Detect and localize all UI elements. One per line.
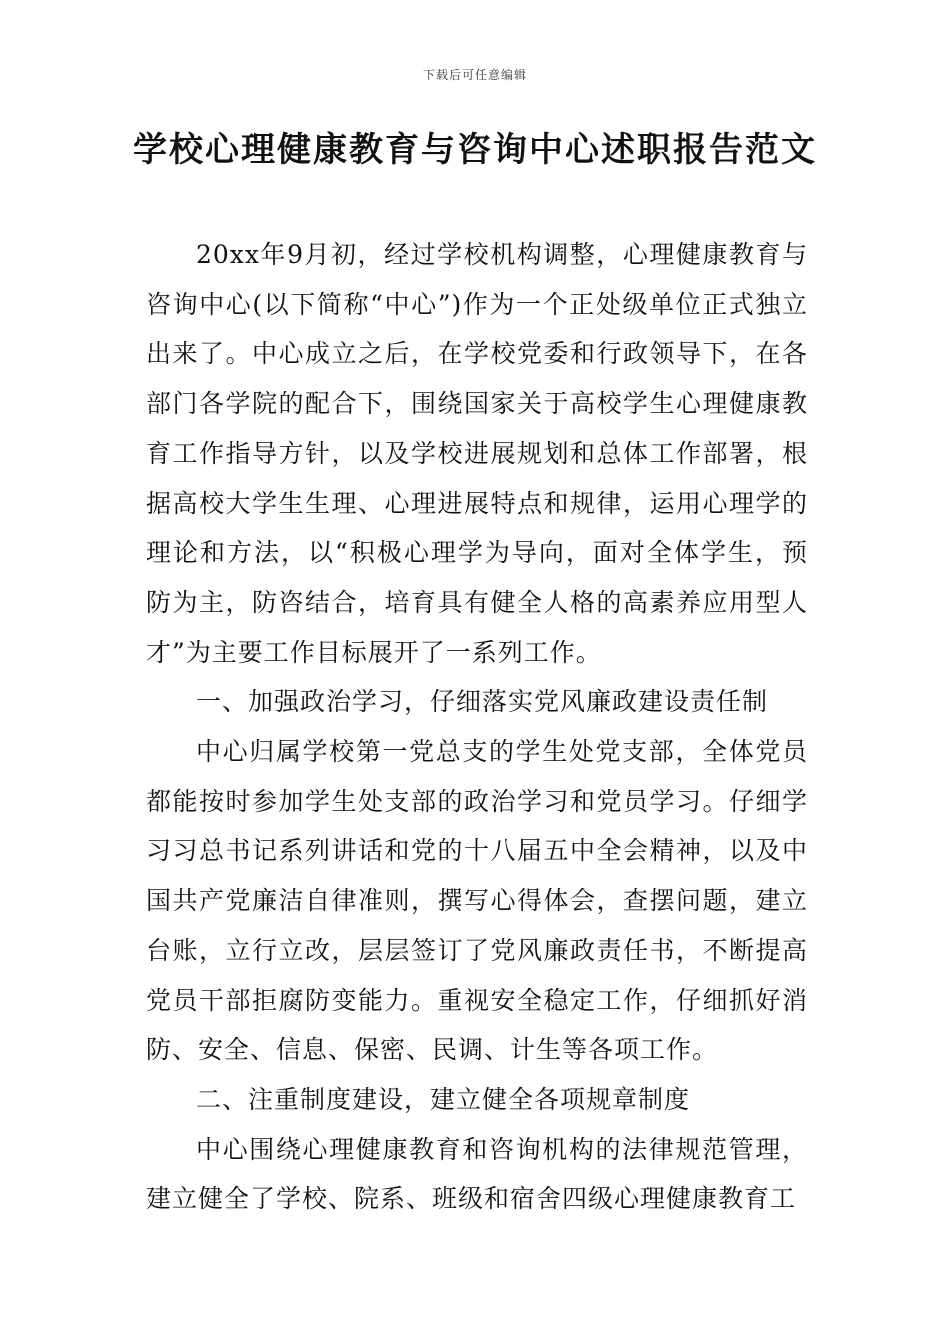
- section-heading-1: 一、加强政治学习，仔细落实党风廉政建设责任制: [196, 687, 769, 717]
- document-body: [146, 230, 808, 1224]
- document-title: 学校心理健康教育与咨询中心述职报告范文: [133, 130, 817, 170]
- paragraph-section-2: 中心围绕心理健康教育和咨询机构的法律规范管理，建立健全了学校、院系、班级和宿舍四级心理健康教育工: [146, 1134, 808, 1214]
- paragraph-intro: 20xx年9月初，经过学校机构调整，心理健康教育与咨询中心(以下简称“中心”)作为一个正处级单位正式独立出来了。中心成立之后，在学校党委和行政领导下，在各部门各学院的配合下，围绕国家关于高校学生心理健康教育工作指导方针，以及学校进展规划和总体工作部署，根据高校大学生生理、心理进展特点和规律，运用心理学的理论和方法，以“积极心理学为导向，面对全体学生，预防为主，防咨结合，培育具有健全人格的高素养应用型人才”为主要工作目标展开了一系列工作。: [146, 240, 808, 667]
- paragraph-section-1: 中心归属学校第一党总支的学生处党支部，全体党员都能按时参加学生处支部的政治学习和党员学习。仔细学习习总书记系列讲话和党的十八届五中全会精神，以及中国共产党廉洁自律准则，撰写心得体会，查摆问题，建立台账，立行立改，层层签订了党风廉政责任书，不断提高党员干部拒腐防变能力。重视安全稳定工作，仔细抓好消防、安全、信息、保密、民调、计生等各项工作。: [146, 737, 808, 1065]
- header-note: 下载后可任意编辑: [422, 68, 527, 82]
- section-heading-2: 二、注重制度建设，建立健全各项规章制度: [196, 1084, 691, 1114]
